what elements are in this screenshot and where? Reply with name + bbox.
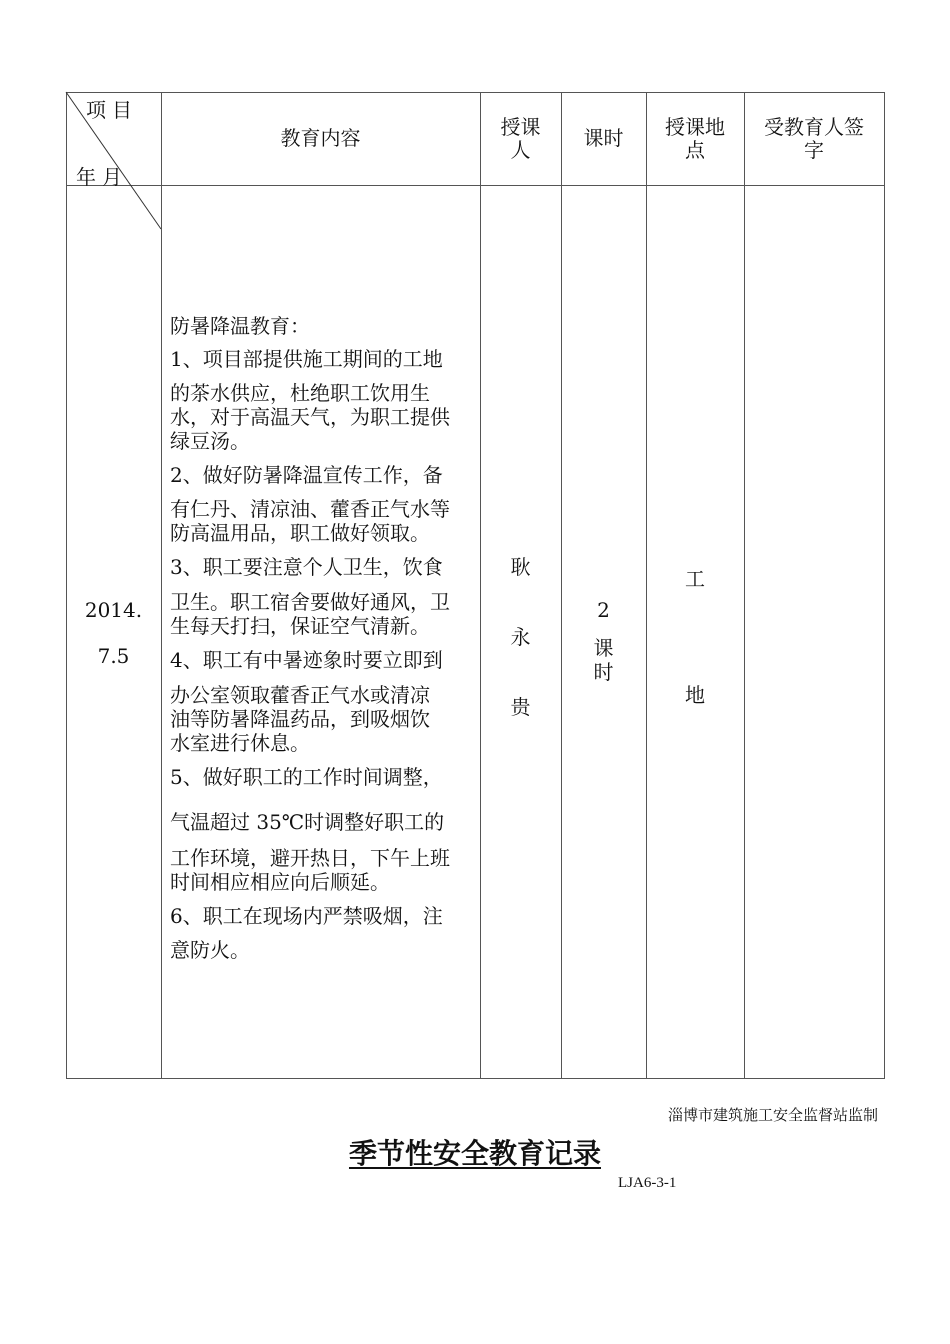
header-signature [744, 116, 884, 162]
header-hours-label: 课时 [583, 126, 624, 150]
issuer-note: 淄博市建筑施工安全监督站监制 [667, 1106, 878, 1124]
hours-value: 2 [597, 598, 610, 622]
header-teacher [480, 116, 561, 162]
content-line: 防暑降温教育： [170, 314, 310, 338]
document-code: LJA6-3-1 [618, 1175, 677, 1191]
content-line: 3、职工要注意个人卫生，饮食 [170, 555, 443, 579]
header-content-label: 教育内容 [280, 126, 361, 150]
content-line: 意防火。 [170, 938, 250, 962]
content-line: 水，对于高温天气，为职工提供 [170, 405, 450, 429]
content-line: 时间相应相应向后顺延。 [170, 870, 390, 894]
teacher-name-char: 贵 [510, 695, 531, 719]
content-line: 绿豆汤。 [170, 429, 250, 453]
content-line: 油等防暑降温药品，到吸烟饮 [170, 707, 430, 731]
place-char: 地 [685, 683, 705, 707]
record-date-line1: 2014. [84, 598, 143, 622]
corner-label-date: 年月 [76, 165, 128, 189]
column-divider-content [480, 92, 481, 1079]
document-title: 季节性安全教育记录 [348, 1137, 601, 1170]
header-signature-line1: 受教育人签 [764, 115, 864, 139]
table-left-border [66, 92, 67, 1079]
content-line: 1、项目部提供施工期间的工地 [170, 347, 443, 371]
header-content [161, 127, 480, 150]
content-line: 的茶水供应，杜绝职工饮用生 [170, 381, 430, 405]
column-divider-place [744, 92, 745, 1079]
content-line: 办公室领取藿香正气水或清凉 [170, 683, 430, 707]
content-line: 卫生。职工宿舍要做好通风，卫 [170, 590, 450, 614]
column-divider-teacher [561, 92, 562, 1079]
teacher-name-char: 耿 [510, 555, 531, 579]
record-date-line2: 7.5 [97, 644, 130, 668]
content-line: 5、做好职工的工作时间调整， [170, 765, 443, 789]
column-divider-date [161, 92, 162, 1079]
teacher-name-char: 永 [510, 625, 531, 649]
content-line: 工作环境，避开热日，下午上班 [170, 846, 450, 870]
content-line: 气温超过 35℃时调整好职工的 [170, 810, 445, 834]
hours-unit-char: 课 [593, 636, 614, 660]
content-line: 有仁丹、清凉油、藿香正气水等 [170, 497, 450, 521]
header-place [646, 116, 744, 162]
header-place-line2: 点 [685, 138, 705, 162]
content-line: 生每天打扫，保证空气清新。 [170, 614, 430, 638]
table-right-border [884, 92, 885, 1079]
corner-label-item: 项目 [86, 98, 138, 122]
header-place-line1: 授课地 [665, 115, 725, 139]
header-teacher-line1: 授课 [500, 115, 541, 139]
content-line: 2、做好防暑降温宣传工作，备 [170, 463, 443, 487]
header-teacher-line2: 人 [510, 138, 531, 162]
content-line: 4、职工有中暑迹象时要立即到 [170, 648, 443, 672]
content-line: 6、职工在现场内严禁吸烟，注 [170, 904, 443, 928]
table-bottom-border [66, 1078, 885, 1079]
header-signature-line2: 字 [804, 138, 824, 162]
header-hours [561, 127, 646, 150]
place-char: 工 [685, 567, 705, 591]
content-line: 水室进行休息。 [170, 731, 310, 755]
hours-unit-char: 时 [593, 660, 614, 684]
content-line: 防高温用品，职工做好领取。 [170, 521, 430, 545]
